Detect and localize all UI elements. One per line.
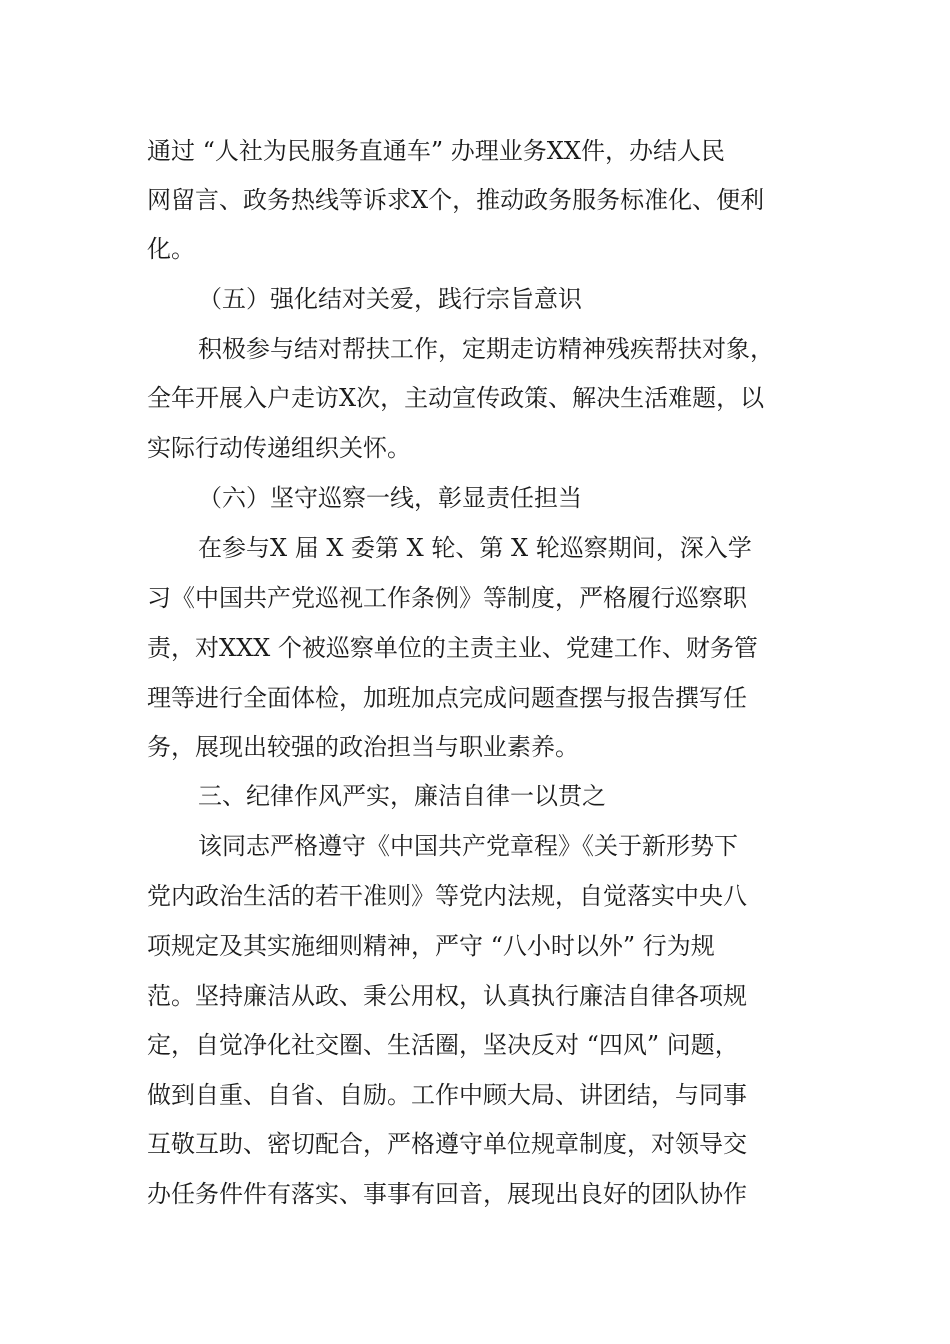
body-text-line: 化。 — [147, 235, 195, 263]
body-text-line: 全年开展入户走访X次，主动宣传政策、解决生活难题，以 — [147, 384, 765, 412]
body-text-line: 实际行动传递组织关怀。 — [147, 434, 411, 462]
section-heading: （五）强化结对关爱，践行宗旨意识 — [198, 285, 582, 313]
body-text-line: 责，对XXX 个被巡察单位的主责主业、党建工作、财务管 — [147, 634, 758, 662]
body-text-line: 在参与X 届 X 委第 X 轮、第 X 轮巡察期间，深入学 — [198, 534, 752, 562]
section-heading: （六）坚守巡察一线，彰显责任担当 — [198, 484, 582, 512]
body-text-line: 定，自觉净化社交圈、生活圈，坚决反对 “四风” 问题， — [147, 1031, 739, 1059]
body-text-line: 做到自重、自省、自励。工作中顾大局、讲团结，与同事 — [147, 1081, 747, 1109]
body-text-line: 务，展现出较强的政治担当与职业素养。 — [147, 733, 579, 761]
body-text-line: 通过 “人社为民服务直通车” 办理业务XX件，办结人民 — [147, 137, 725, 165]
body-text-line: 该同志严格遵守《中国共产党章程》《关于新形势下 — [198, 832, 738, 860]
body-text-line: 习《中国共产党巡视工作条例》等制度，严格履行巡察职 — [147, 584, 747, 612]
body-text-line: 项规定及其实施细则精神，严守 “八小时以外” 行为规 — [147, 932, 715, 960]
body-text-line: 理等进行全面体检，加班加点完成问题查摆与报告撰写任 — [147, 684, 747, 712]
body-text-line: 积极参与结对帮扶工作，定期走访精神残疾帮扶对象， — [198, 335, 774, 363]
chapter-heading: 三、纪律作风严实，廉洁自律一以贯之 — [198, 782, 606, 810]
body-text-line: 党内政治生活的若干准则》等党内法规，自觉落实中央八 — [147, 882, 747, 910]
body-text-line: 范。坚持廉洁从政、秉公用权，认真执行廉洁自律各项规 — [147, 982, 747, 1010]
body-text-line: 互敬互助、密切配合，严格遵守单位规章制度，对领导交 — [147, 1130, 747, 1158]
body-text-line: 办任务件件有落实、事事有回音，展现出良好的团队协作 — [147, 1180, 747, 1208]
body-text-line: 网留言、政务热线等诉求X个，推动政务服务标准化、便利 — [147, 186, 765, 214]
